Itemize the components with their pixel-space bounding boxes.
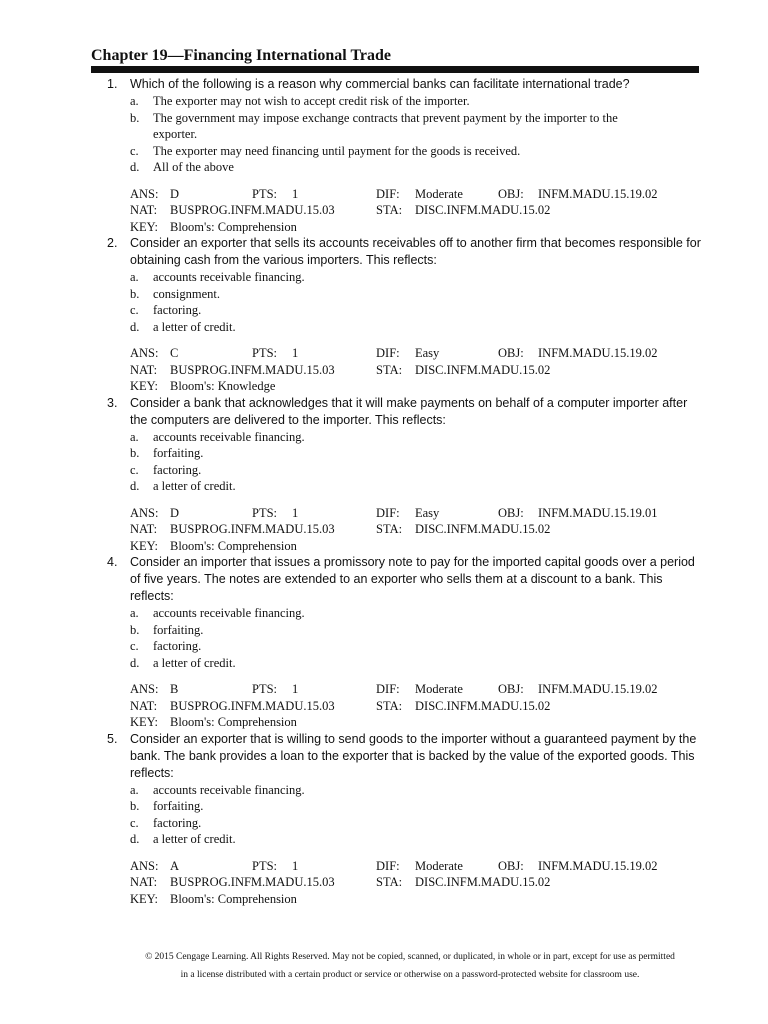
key-label: KEY:	[130, 891, 159, 906]
answer-choice	[130, 159, 768, 176]
nat-label: NAT:	[130, 203, 158, 217]
obj-label: OBJ:	[498, 682, 524, 696]
obj-label: OBJ:	[498, 858, 524, 873]
choice-text: a letter of credit.	[153, 319, 236, 334]
metadata-row	[130, 714, 768, 731]
answer-choice	[130, 429, 768, 446]
choice-text: The government may impose exchange contracts that prevent payment by the importer to the exporter.	[153, 110, 618, 141]
state-standard-value: DISC.INFM.MADU.15.02	[415, 698, 551, 713]
answer-metadata	[130, 858, 768, 908]
question-number: 4.	[107, 555, 118, 569]
answer-value: D	[170, 505, 180, 520]
choice-letter: d.	[130, 479, 140, 493]
metadata-row	[130, 681, 768, 698]
question-number: 2.	[107, 236, 118, 250]
answer-choice	[130, 815, 768, 832]
question-item	[0, 235, 768, 395]
choice-letter: d.	[130, 319, 140, 334]
question-number: 1.	[107, 77, 118, 91]
copyright-line-2: in a license distributed with a certain product or service or otherwise on a password-protected website for classroom use.	[180, 970, 640, 980]
choice-text: forfaiting.	[153, 799, 204, 813]
choice-text: accounts receivable financing.	[153, 606, 305, 620]
answer-choice	[130, 798, 768, 815]
objective-value: INFM.MADU.15.19.02	[538, 858, 658, 873]
choice-text: All of the above	[153, 160, 234, 174]
choice-text: factoring.	[153, 462, 202, 477]
key-label: KEY:	[130, 715, 159, 729]
sta-label: STA:	[376, 698, 403, 713]
answer-choice	[130, 269, 768, 286]
key-value: Bloom's: Comprehension	[170, 538, 297, 553]
obj-label: OBJ:	[498, 346, 524, 360]
state-standard-value: DISC.INFM.MADU.15.02	[415, 203, 551, 217]
choice-text: factoring.	[153, 303, 202, 317]
answer-choice	[130, 622, 768, 639]
ans-label: ANS:	[130, 186, 159, 201]
choice-text: accounts receivable financing.	[153, 782, 305, 797]
key-label: KEY:	[130, 538, 159, 553]
choice-text: a letter of credit.	[153, 655, 236, 670]
choice-letter: b.	[130, 286, 140, 301]
copyright-line-1: © 2015 Cengage Learning. All Rights Reserved. May not be copied, scanned, or duplicated, in whole or in part, except for use as permitted	[145, 952, 675, 962]
answer-choice	[130, 445, 768, 462]
question-stem: Consider a bank that acknowledges that it will make payments on behalf of a computer importer after the computers are delivered to the importer. This reflects:	[130, 395, 688, 427]
choice-text: forfaiting.	[153, 622, 204, 637]
national-standard-value: BUSPROG.INFM.MADU.15.03	[170, 362, 335, 377]
difficulty-value: Moderate	[415, 858, 463, 873]
answer-choice	[130, 655, 768, 672]
objective-value: INFM.MADU.15.19.01	[538, 505, 658, 520]
answer-value: D	[170, 186, 180, 201]
points-value: 1	[292, 505, 299, 520]
sta-label: STA:	[376, 875, 403, 889]
answer-choice	[130, 110, 768, 143]
obj-label: OBJ:	[498, 186, 524, 201]
choice-text: factoring.	[153, 639, 202, 653]
difficulty-value: Moderate	[415, 186, 463, 201]
choice-text: a letter of credit.	[153, 832, 236, 846]
dif-label: DIF:	[376, 186, 400, 201]
key-value: Bloom's: Comprehension	[170, 891, 297, 906]
ans-label: ANS:	[130, 346, 159, 360]
metadata-row	[130, 219, 768, 236]
pts-label: PTS:	[252, 186, 278, 201]
state-standard-value: DISC.INFM.MADU.15.02	[415, 522, 551, 536]
question-stem: Which of the following is a reason why commercial banks can facilitate international trade?	[130, 77, 630, 91]
sta-label: STA:	[376, 522, 403, 536]
sta-label: STA:	[376, 362, 403, 377]
national-standard-value: BUSPROG.INFM.MADU.15.03	[170, 522, 335, 536]
answer-value: B	[170, 682, 179, 696]
copyright-footer	[110, 948, 710, 984]
choice-letter: b.	[130, 446, 140, 460]
difficulty-value: Easy	[415, 346, 440, 360]
answer-choice	[130, 143, 768, 160]
choice-text: accounts receivable financing.	[153, 270, 305, 284]
choice-letter: a.	[130, 782, 139, 797]
choice-text: The exporter may need financing until payment for the goods is received.	[153, 143, 521, 158]
ans-label: ANS:	[130, 505, 159, 520]
answer-choice	[130, 782, 768, 799]
national-standard-value: BUSPROG.INFM.MADU.15.03	[170, 875, 335, 889]
question-list	[0, 76, 768, 907]
answer-choice	[130, 831, 768, 848]
obj-label: OBJ:	[498, 505, 524, 520]
dif-label: DIF:	[376, 858, 400, 873]
choice-letter: d.	[130, 832, 140, 846]
choice-letter: d.	[130, 160, 140, 174]
answer-metadata	[130, 681, 768, 731]
question-item	[0, 76, 768, 235]
answer-choices	[130, 429, 768, 495]
points-value: 1	[292, 682, 299, 696]
metadata-row	[130, 874, 768, 891]
answer-choice	[130, 478, 768, 495]
state-standard-value: DISC.INFM.MADU.15.02	[415, 362, 551, 377]
sta-label: STA:	[376, 203, 403, 217]
title-rule	[91, 66, 699, 73]
chapter-title: Chapter 19—Financing International Trade	[91, 47, 392, 64]
answer-choice	[130, 286, 768, 303]
question-item	[0, 554, 768, 731]
pts-label: PTS:	[252, 505, 278, 520]
answer-choice	[130, 605, 768, 622]
dif-label: DIF:	[376, 505, 400, 520]
question-number: 3.	[107, 395, 118, 410]
question-stem: Consider an importer that issues a promissory note to pay for the imported capital goods over a period of five years. The notes are extended to an exporter who sells them at a discount to a bank. This reflects:	[130, 555, 695, 603]
key-value: Bloom's: Comprehension	[170, 715, 297, 729]
choice-letter: a.	[130, 606, 139, 620]
choice-text: forfaiting.	[153, 446, 204, 460]
metadata-row	[130, 858, 768, 875]
answer-choice	[130, 638, 768, 655]
points-value: 1	[292, 858, 299, 873]
answer-choice	[130, 302, 768, 319]
metadata-row	[130, 698, 768, 715]
answer-metadata	[130, 505, 768, 555]
choice-letter: c.	[130, 143, 139, 158]
choice-text: a letter of credit.	[153, 479, 236, 493]
objective-value: INFM.MADU.15.19.02	[538, 346, 658, 360]
pts-label: PTS:	[252, 682, 278, 696]
choice-letter: b.	[130, 622, 140, 637]
answer-choice	[130, 93, 768, 110]
answer-choices	[130, 269, 768, 335]
choice-text: The exporter may not wish to accept credit risk of the importer.	[153, 94, 470, 108]
dif-label: DIF:	[376, 346, 400, 360]
answer-choices	[130, 93, 768, 176]
ans-label: ANS:	[130, 858, 159, 873]
metadata-row	[130, 345, 768, 362]
choice-letter: c.	[130, 462, 139, 477]
ans-label: ANS:	[130, 682, 159, 696]
choice-letter: a.	[130, 429, 139, 444]
metadata-row	[130, 538, 768, 555]
dif-label: DIF:	[376, 682, 400, 696]
choice-text: consignment.	[153, 286, 221, 301]
metadata-row	[130, 891, 768, 908]
objective-value: INFM.MADU.15.19.02	[538, 682, 658, 696]
metadata-row	[130, 505, 768, 522]
key-label: KEY:	[130, 379, 159, 393]
points-value: 1	[292, 346, 299, 360]
key-value: Bloom's: Knowledge	[170, 379, 276, 393]
metadata-row	[130, 202, 768, 219]
key-label: KEY:	[130, 219, 159, 234]
choice-text: factoring.	[153, 815, 202, 830]
question-stem: Consider an exporter that sells its accounts receivables off to another firm that becomes responsible for obtaining cash from the various importers. This reflects:	[130, 236, 701, 267]
answer-choice	[130, 319, 768, 336]
question-stem: Consider an exporter that is willing to send goods to the importer without a guaranteed payment by the bank. The bank provides a loan to the exporter that is backed by the value of the exported goods. This reflects:	[130, 731, 697, 780]
answer-choice	[130, 462, 768, 479]
choice-letter: b.	[130, 110, 140, 125]
answer-choices	[130, 782, 768, 848]
national-standard-value: BUSPROG.INFM.MADU.15.03	[170, 698, 335, 713]
metadata-row	[130, 378, 768, 395]
answer-value: A	[170, 858, 180, 873]
question-number: 5.	[107, 731, 118, 746]
key-value: Bloom's: Comprehension	[170, 219, 297, 234]
choice-letter: c.	[130, 303, 139, 317]
pts-label: PTS:	[252, 858, 278, 873]
state-standard-value: DISC.INFM.MADU.15.02	[415, 875, 551, 889]
objective-value: INFM.MADU.15.19.02	[538, 186, 658, 201]
answer-choices	[130, 605, 768, 671]
nat-label: NAT:	[130, 875, 158, 889]
choice-letter: a.	[130, 94, 139, 108]
choice-letter: d.	[130, 655, 140, 670]
difficulty-value: Easy	[415, 505, 440, 520]
metadata-row	[130, 362, 768, 379]
choice-letter: a.	[130, 270, 139, 284]
choice-letter: c.	[130, 815, 139, 830]
choice-text: accounts receivable financing.	[153, 429, 305, 444]
national-standard-value: BUSPROG.INFM.MADU.15.03	[170, 203, 335, 217]
nat-label: NAT:	[130, 522, 158, 536]
nat-label: NAT:	[130, 698, 158, 713]
choice-letter: c.	[130, 639, 139, 653]
question-item	[0, 731, 768, 908]
points-value: 1	[292, 186, 299, 201]
answer-metadata	[130, 186, 768, 236]
difficulty-value: Moderate	[415, 682, 463, 696]
metadata-row	[130, 186, 768, 203]
question-item	[0, 395, 768, 555]
nat-label: NAT:	[130, 362, 158, 377]
answer-metadata	[130, 345, 768, 395]
metadata-row	[130, 521, 768, 538]
pts-label: PTS:	[252, 346, 278, 360]
answer-value: C	[170, 346, 179, 360]
choice-letter: b.	[130, 799, 140, 813]
